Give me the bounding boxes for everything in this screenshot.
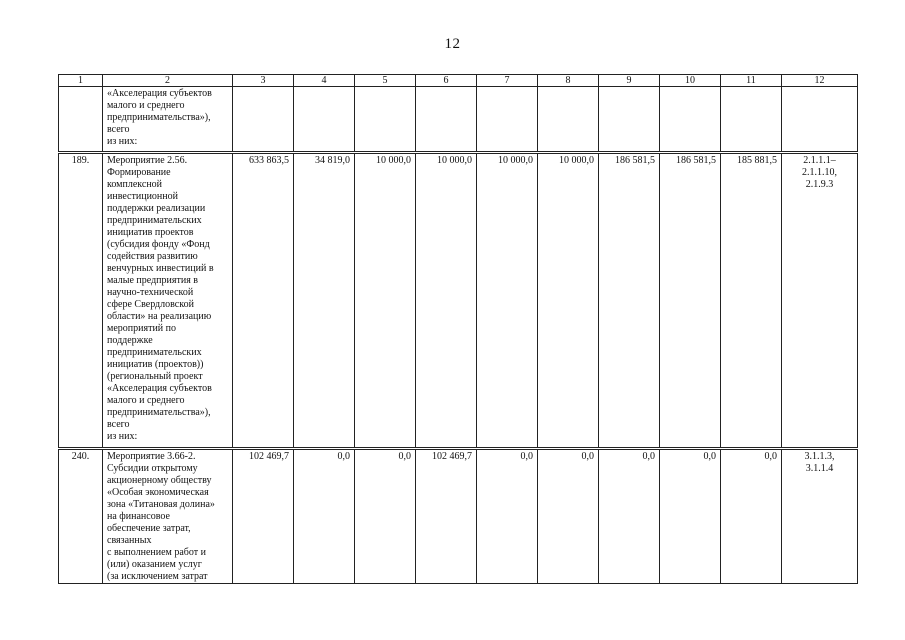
amount-cell: 0,0 <box>721 449 782 584</box>
table-row <box>59 87 858 153</box>
table-row <box>59 449 858 584</box>
event-name-cell: Мероприятие 3.66-2. Субсидии открытому акционерному обществу «Особая экономическая зона «Титановая долина» на финансовое обеспечение затрат, связанных с выполнением работ и (или) оказанием услуг (за исключением затрат <box>103 449 233 584</box>
column-header: 11 <box>721 75 782 87</box>
amount-cell: 0,0 <box>477 449 538 584</box>
amount-cell <box>660 87 721 153</box>
table-header-row <box>59 75 858 87</box>
column-header: 4 <box>294 75 355 87</box>
amount-cell <box>355 87 416 153</box>
column-header: 6 <box>416 75 477 87</box>
amount-cell: 186 581,5 <box>660 153 721 449</box>
amount-cell: 0,0 <box>660 449 721 584</box>
column-header: 12 <box>782 75 858 87</box>
amount-cell: 34 819,0 <box>294 153 355 449</box>
column-header: 10 <box>660 75 721 87</box>
row-index-cell: 240. <box>59 449 103 584</box>
column-header: 9 <box>599 75 660 87</box>
amount-cell: 185 881,5 <box>721 153 782 449</box>
amount-cell: 10 000,0 <box>477 153 538 449</box>
amount-cell <box>538 87 599 153</box>
amount-cell: 10 000,0 <box>416 153 477 449</box>
column-header: 2 <box>103 75 233 87</box>
table-body <box>59 75 858 584</box>
program-table <box>58 74 858 584</box>
amount-cell: 102 469,7 <box>416 449 477 584</box>
amount-cell: 10 000,0 <box>538 153 599 449</box>
event-name-cell: «Акселерация субъектов малого и среднего предпринимательства»), всего из них: <box>103 87 233 153</box>
amount-cell: 633 863,5 <box>233 153 294 449</box>
amount-cell: 0,0 <box>599 449 660 584</box>
column-header: 5 <box>355 75 416 87</box>
event-name-cell: Мероприятие 2.56. Формирование комплексной инвестиционной поддержки реализации предпринимательских инициатив проектов (субсидия фонду «Фонд содействия развитию венчурных инвестиций в малые предприятия в научно-технической сфере Свердловской области» на реализацию мероприятий по поддержке предпринимательских инициатив (проектов)) (региональный проект «Акселерация субъектов малого и среднего предпринимательства»), всего из них: <box>103 153 233 449</box>
page-number: 12 <box>444 36 461 52</box>
column-header: 7 <box>477 75 538 87</box>
row-index-cell: 189. <box>59 153 103 449</box>
amount-cell: 0,0 <box>294 449 355 584</box>
amount-cell: 0,0 <box>538 449 599 584</box>
amount-cell: 0,0 <box>355 449 416 584</box>
amount-cell <box>416 87 477 153</box>
amount-cell: 10 000,0 <box>355 153 416 449</box>
table-row <box>59 153 858 449</box>
amount-cell: 186 581,5 <box>599 153 660 449</box>
column-header: 3 <box>233 75 294 87</box>
amount-cell <box>721 87 782 153</box>
target-codes-cell: 2.1.1.1– 2.1.1.10, 2.1.9.3 <box>782 153 858 449</box>
amount-cell <box>599 87 660 153</box>
column-header: 8 <box>538 75 599 87</box>
column-header: 1 <box>59 75 103 87</box>
amount-cell <box>294 87 355 153</box>
amount-cell <box>233 87 294 153</box>
target-codes-cell: 3.1.1.3, 3.1.1.4 <box>782 449 858 584</box>
amount-cell: 102 469,7 <box>233 449 294 584</box>
row-index-cell <box>59 87 103 153</box>
target-codes-cell <box>782 87 858 153</box>
amount-cell <box>477 87 538 153</box>
